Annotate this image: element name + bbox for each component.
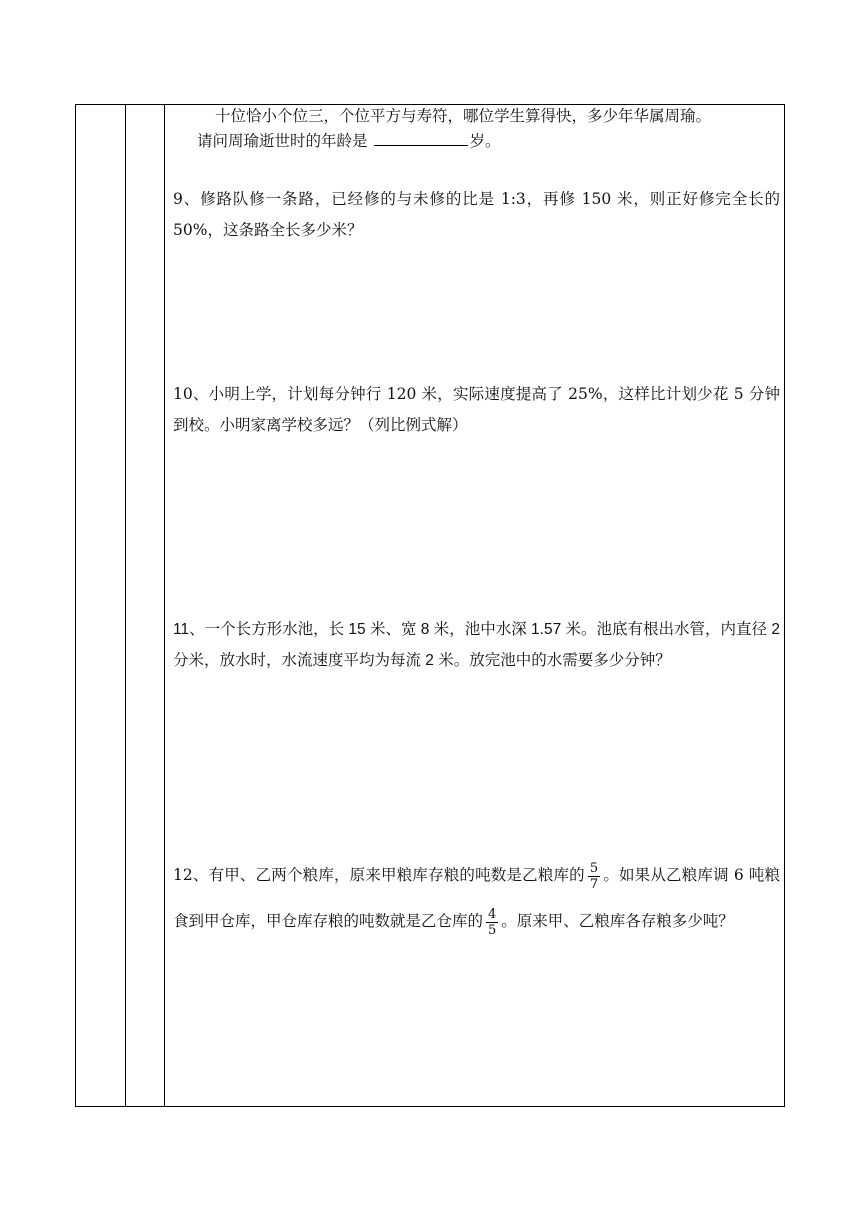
fraction-five-sevenths — [588, 861, 600, 892]
question-10: 10、小明上学，计划每分钟行 120 米，实际速度提高了 25%，这样比计划少花 5 分钟到校。小明家离学校多远？（列比例式解） — [173, 385, 780, 434]
question-12 — [173, 852, 780, 944]
question-12-part-3: 。原来甲、乙粮库各存粮多少吨？ — [501, 912, 734, 930]
question-9: 9、修路队修一条路，已经修的与未修的比是 1:3，再修 150 米，则正好修完全长的 50%，这条路全长多少米？ — [173, 190, 780, 239]
fraction-denominator: 7 — [589, 876, 599, 892]
question-11: 11、一个长方形水池，长 15 米、宽 8 米，池中水深 1.57 米。池底有根出水管，内直径 2 分米，放水时，水流速度平均为每流 2 米。放完池中的水需要多少分钟？ — [173, 621, 780, 669]
fraction-numerator: 5 — [589, 860, 599, 876]
worksheet-table — [75, 104, 785, 1107]
table-column-divider — [125, 105, 126, 1106]
poem-unit: 岁。 — [469, 132, 501, 150]
fraction-four-fifths — [486, 907, 498, 938]
fraction-denominator: 5 — [488, 922, 497, 938]
poem-line-1: 十位恰小个位三，个位平方与寿符，哪位学生算得快，多少年华属周瑜。 — [215, 107, 712, 125]
fraction-numerator: 4 — [488, 906, 497, 922]
poem-riddle — [197, 104, 712, 154]
question-12-part-1: 12、有甲、乙两个粮库，原来甲粮库存粮的吨数是乙粮库的 — [173, 866, 585, 884]
answer-blank[interactable] — [374, 131, 468, 146]
poem-question: 请问周瑜逝世时的年龄是 — [197, 132, 368, 150]
question-12-part-2: 。如果从乙粮库调 6 吨粮食到甲仓库，甲仓库存粮的吨数就是乙仓库的 — [173, 866, 780, 930]
table-column-divider — [164, 105, 165, 1106]
poem-line-2 — [197, 129, 711, 154]
